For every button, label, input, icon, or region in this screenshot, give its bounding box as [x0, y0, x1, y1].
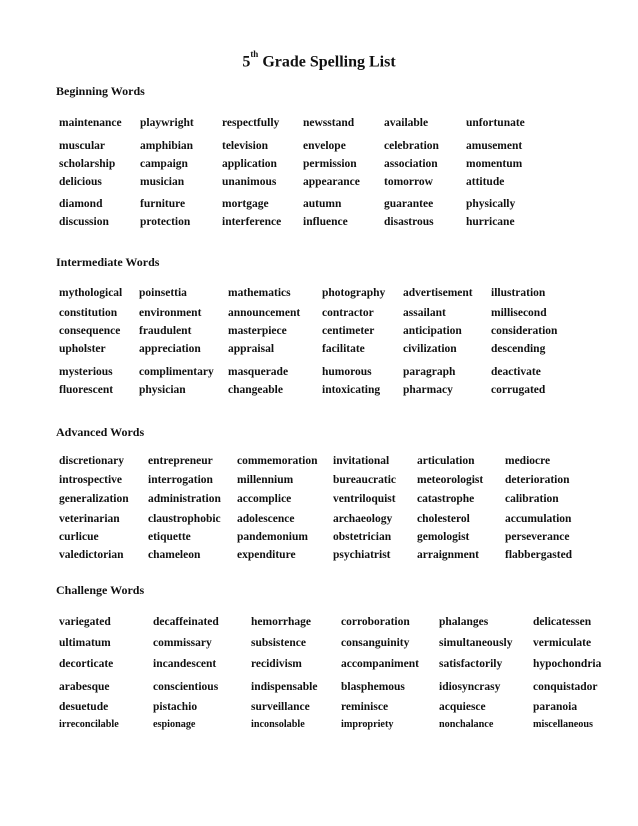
- section-title: Beginning Words: [56, 84, 145, 98]
- spelling-word: simultaneously: [439, 637, 513, 649]
- spelling-word: assailant: [403, 307, 446, 319]
- spelling-word: cholesterol: [417, 513, 470, 525]
- spelling-word: consideration: [491, 325, 558, 337]
- spelling-word: mathematics: [228, 287, 291, 299]
- spelling-word: psychiatrist: [333, 549, 391, 561]
- spelling-word: contractor: [322, 307, 374, 319]
- spelling-word: recidivism: [251, 658, 302, 670]
- spelling-word: perseverance: [505, 531, 570, 543]
- spelling-word: expenditure: [237, 549, 296, 561]
- spelling-word: hypochondria: [533, 658, 602, 670]
- spelling-word: interrogation: [148, 474, 213, 486]
- section-title: Advanced Words: [56, 425, 145, 439]
- spelling-word: millisecond: [491, 307, 547, 319]
- spelling-word: musician: [140, 176, 185, 188]
- spelling-word: consanguinity: [341, 637, 410, 649]
- spelling-word: accompaniment: [341, 658, 419, 670]
- spelling-word: impropriety: [341, 719, 394, 730]
- spelling-word: autumn: [303, 198, 342, 210]
- spelling-word: gemologist: [417, 531, 470, 543]
- spelling-word: mediocre: [505, 455, 551, 467]
- spelling-word: meteorologist: [417, 474, 484, 486]
- spelling-word: reminisce: [341, 701, 389, 713]
- spelling-word: hemorrhage: [251, 616, 312, 628]
- spelling-word: physician: [139, 384, 186, 396]
- spelling-word: articulation: [417, 455, 475, 467]
- spelling-word: discretionary: [59, 455, 124, 467]
- spelling-word: photography: [322, 287, 386, 299]
- spelling-word: consequence: [59, 325, 121, 337]
- spelling-word: playwright: [140, 117, 194, 129]
- title-ordinal: 5: [242, 53, 251, 71]
- spelling-word: mysterious: [59, 366, 113, 378]
- spelling-word: ventriloquist: [333, 493, 396, 505]
- spelling-word: corrugated: [491, 384, 546, 396]
- spelling-word: pistachio: [153, 701, 198, 713]
- spelling-word: flabbergasted: [505, 549, 573, 561]
- spelling-word: blasphemous: [341, 681, 405, 693]
- spelling-word: unfortunate: [466, 117, 525, 129]
- spelling-word: ultimatum: [59, 637, 111, 649]
- spelling-word: descending: [491, 343, 546, 355]
- spelling-word: paranoia: [533, 701, 578, 713]
- spelling-word: pharmacy: [403, 384, 453, 396]
- spelling-word: diamond: [59, 198, 103, 210]
- spelling-word: scholarship: [59, 158, 116, 170]
- spelling-word: fluorescent: [59, 384, 114, 396]
- spelling-word: permission: [303, 158, 357, 170]
- spelling-word: desuetude: [59, 701, 109, 713]
- spelling-word: deterioration: [505, 474, 570, 486]
- spelling-word: conscientious: [153, 681, 219, 693]
- spelling-word: anticipation: [403, 325, 462, 337]
- spelling-word: masterpiece: [228, 325, 287, 337]
- spelling-word: amphibian: [140, 140, 194, 152]
- spelling-word: pandemonium: [237, 531, 308, 543]
- spelling-word: vermiculate: [533, 637, 592, 649]
- spelling-word: attitude: [466, 176, 505, 188]
- spelling-word: variegated: [59, 616, 111, 628]
- spelling-word: facilitate: [322, 343, 365, 355]
- spelling-word: advertisement: [403, 287, 473, 299]
- spelling-word: archaeology: [333, 513, 393, 525]
- spelling-word: unanimous: [222, 176, 277, 188]
- spelling-word: influence: [303, 216, 348, 228]
- spelling-word: hurricane: [466, 216, 515, 228]
- spelling-word: generalization: [59, 493, 129, 505]
- spelling-word: mythological: [59, 287, 123, 299]
- spelling-word: constitution: [59, 307, 118, 319]
- spelling-word: invitational: [333, 455, 390, 467]
- spelling-word: valedictorian: [59, 549, 124, 561]
- spelling-word: mortgage: [222, 198, 269, 210]
- spelling-word: furniture: [140, 198, 186, 210]
- spelling-word: surveillance: [251, 701, 310, 713]
- spelling-word: corroboration: [341, 616, 410, 628]
- spelling-word: announcement: [228, 307, 301, 319]
- spelling-word: miscellaneous: [533, 719, 593, 730]
- spelling-word: interference: [222, 216, 282, 228]
- spelling-word: available: [384, 117, 429, 129]
- spelling-word: inconsolable: [251, 719, 305, 730]
- spelling-word: respectfully: [222, 117, 280, 129]
- spelling-word: disastrous: [384, 216, 434, 228]
- spelling-word: guarantee: [384, 198, 434, 210]
- spelling-word: intoxicating: [322, 384, 381, 396]
- spelling-word: decorticate: [59, 658, 114, 670]
- spelling-word: illustration: [491, 287, 546, 299]
- spelling-word: paragraph: [403, 366, 456, 378]
- spelling-word: arabesque: [59, 681, 110, 693]
- spelling-word: incandescent: [153, 658, 217, 670]
- spelling-word: environment: [139, 307, 202, 319]
- spelling-word: idiosyncrasy: [439, 681, 501, 693]
- spelling-word: claustrophobic: [148, 513, 221, 525]
- spelling-word: appreciation: [139, 343, 201, 355]
- spelling-word: commissary: [153, 637, 212, 649]
- spelling-word: chameleon: [148, 549, 201, 561]
- spelling-word: campaign: [140, 158, 188, 170]
- spelling-word: appearance: [303, 176, 360, 188]
- spelling-word: humorous: [322, 366, 372, 378]
- section-title: Intermediate Words: [56, 255, 160, 269]
- spelling-word: television: [222, 140, 268, 152]
- spelling-word: administration: [148, 493, 221, 505]
- spelling-word: civilization: [403, 343, 457, 355]
- spelling-word: decaffeinated: [153, 616, 219, 628]
- spelling-word: curlicue: [59, 531, 99, 543]
- spelling-word: acquiesce: [439, 701, 486, 713]
- spelling-word: catastrophe: [417, 493, 475, 505]
- spelling-word: espionage: [153, 719, 196, 730]
- spelling-word: subsistence: [251, 637, 306, 649]
- spelling-word: arraignment: [417, 549, 479, 561]
- spelling-word: tomorrow: [384, 176, 433, 188]
- spelling-word: maintenance: [59, 117, 122, 129]
- title-text: Grade Spelling List: [258, 53, 396, 71]
- spelling-word: entrepreneur: [148, 455, 213, 467]
- spelling-word: deactivate: [491, 366, 541, 378]
- spelling-word: adolescence: [237, 513, 295, 525]
- spelling-word: appraisal: [228, 343, 275, 355]
- section-title: Challenge Words: [56, 583, 145, 597]
- spelling-word: application: [222, 158, 277, 170]
- spelling-word: satisfactorily: [439, 658, 503, 670]
- spelling-word: changeable: [228, 384, 283, 396]
- spelling-word: physically: [466, 198, 516, 210]
- spelling-word: etiquette: [148, 531, 191, 543]
- spelling-word: upholster: [59, 343, 106, 355]
- spelling-word: complimentary: [139, 366, 214, 378]
- spelling-word: accomplice: [237, 493, 292, 505]
- spelling-word: muscular: [59, 140, 105, 152]
- spelling-word: conquistador: [533, 681, 598, 693]
- spelling-word: fraudulent: [139, 325, 192, 337]
- spelling-word: masquerade: [228, 366, 289, 378]
- spelling-word: centimeter: [322, 325, 375, 337]
- spelling-word: phalanges: [439, 616, 489, 628]
- spelling-word: obstetrician: [333, 531, 392, 543]
- spelling-word: delicatessen: [533, 616, 592, 628]
- page-title: [0, 49, 638, 71]
- spelling-word: veterinarian: [59, 513, 120, 525]
- spelling-word: indispensable: [251, 681, 318, 693]
- spelling-word: discussion: [59, 216, 109, 228]
- spelling-word: envelope: [303, 140, 346, 152]
- spelling-word: amusement: [466, 140, 523, 152]
- spelling-word: momentum: [466, 158, 523, 170]
- spelling-word: millennium: [237, 474, 294, 486]
- spelling-word: nonchalance: [439, 719, 494, 730]
- spelling-word: poinsettia: [139, 287, 187, 299]
- title-ordinal-suffix: th: [250, 49, 259, 59]
- spelling-word: protection: [140, 216, 191, 228]
- spelling-word: commemoration: [237, 455, 318, 467]
- spelling-word: celebration: [384, 140, 439, 152]
- spelling-word: newsstand: [303, 117, 355, 129]
- spelling-word: introspective: [59, 474, 123, 486]
- spelling-word: irreconcilable: [59, 719, 119, 730]
- spelling-word: accumulation: [505, 513, 572, 525]
- spelling-word: calibration: [505, 493, 559, 505]
- spelling-word: delicious: [59, 176, 102, 188]
- spelling-word: bureaucratic: [333, 474, 397, 486]
- spelling-word: association: [384, 158, 438, 170]
